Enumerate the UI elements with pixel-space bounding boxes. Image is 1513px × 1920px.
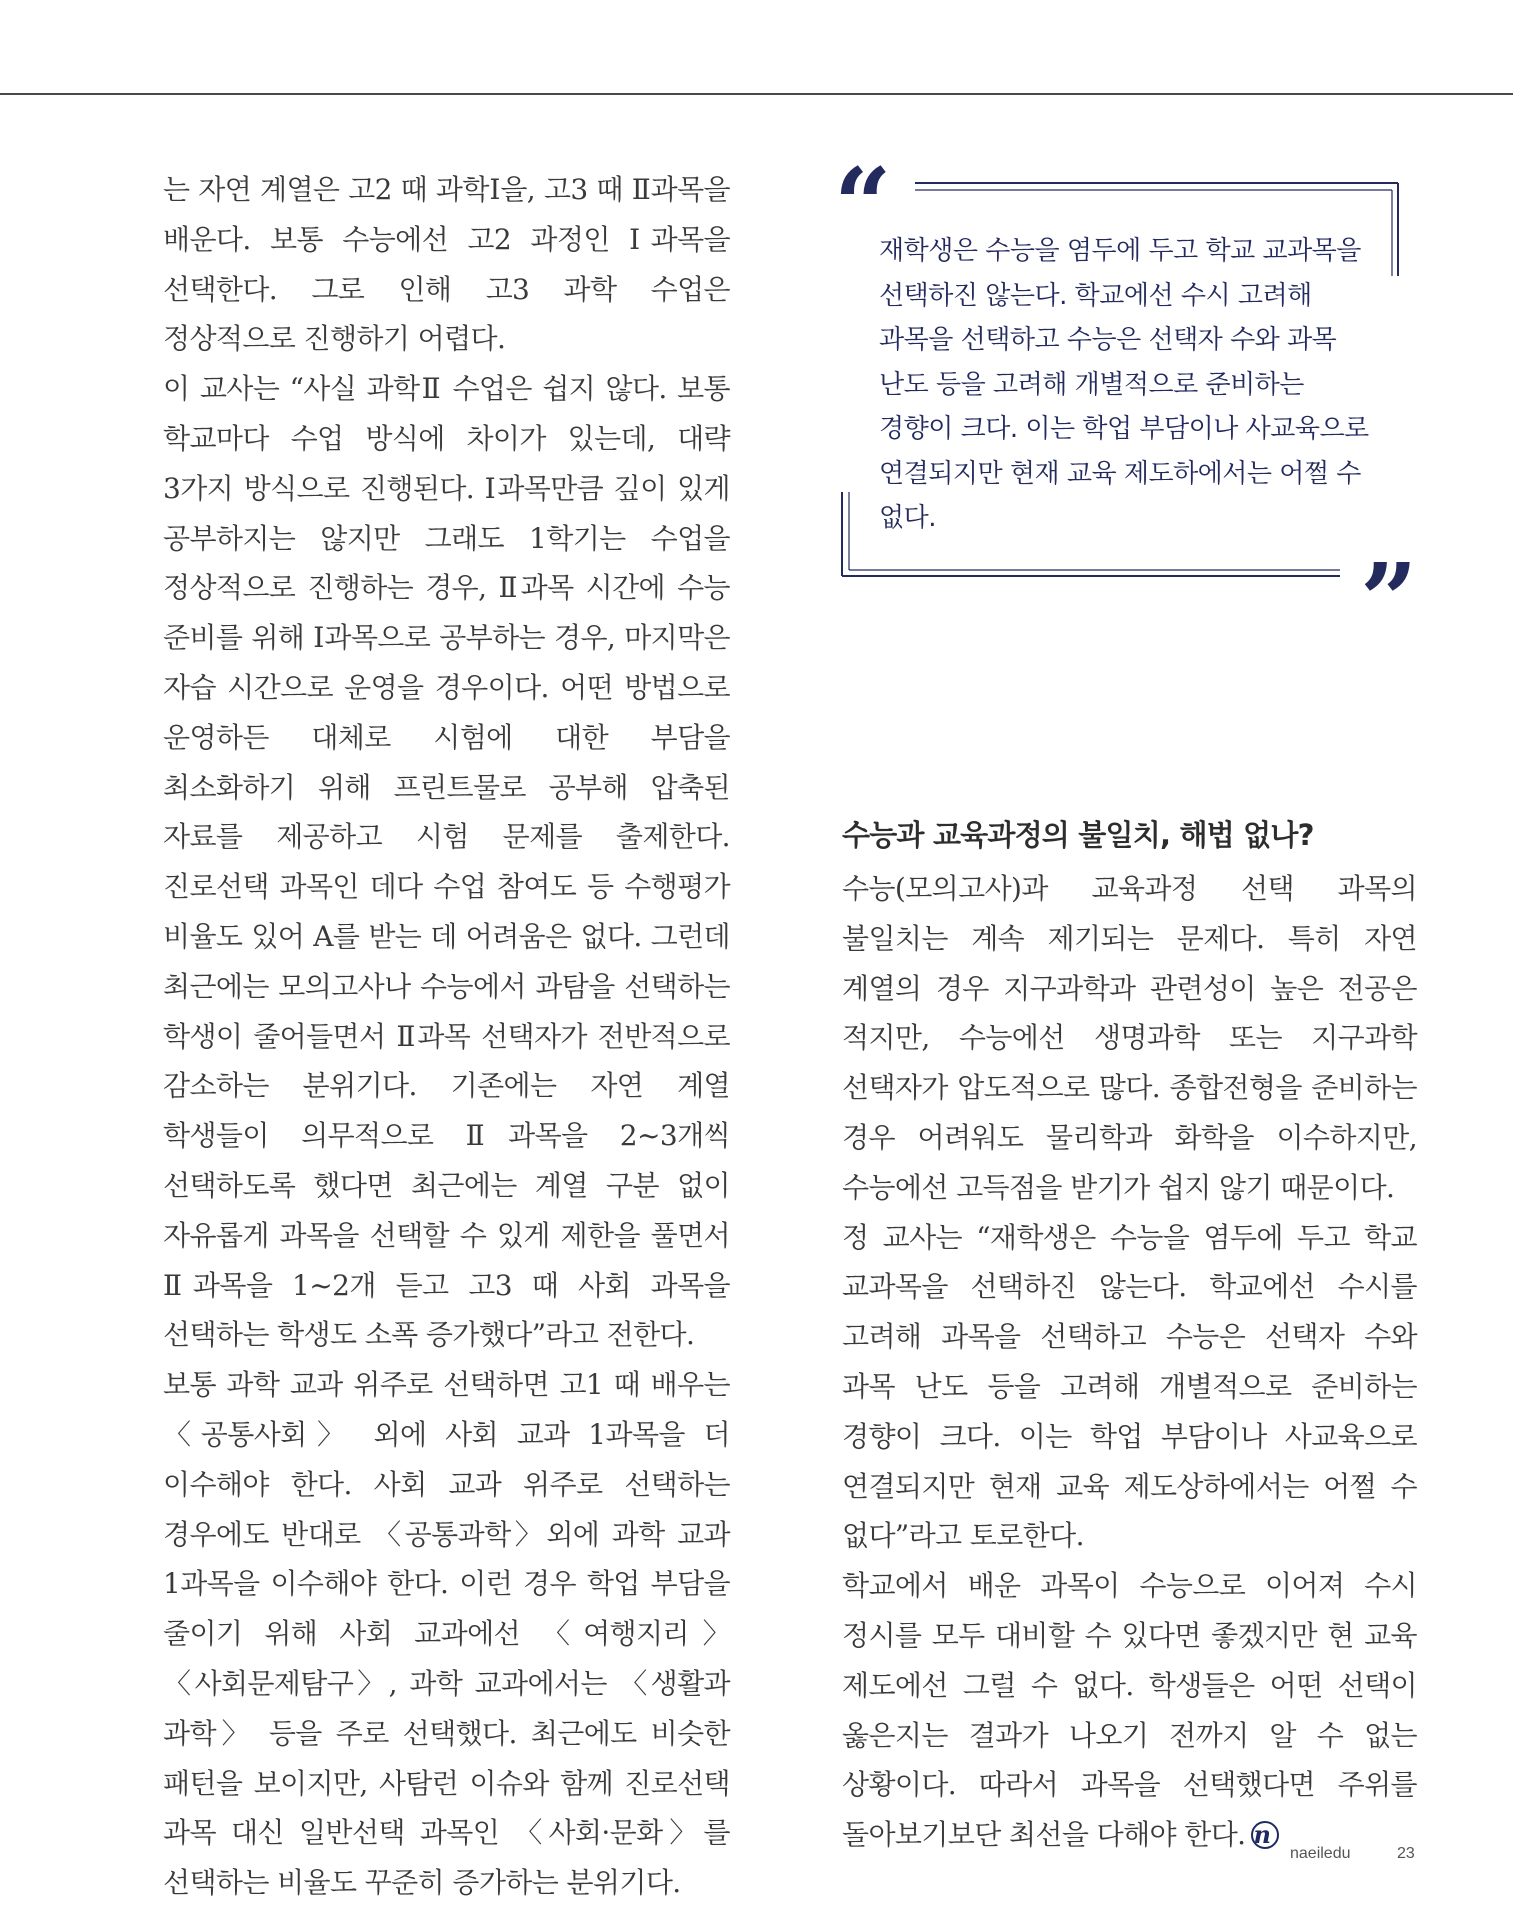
right-column (842, 812, 1417, 1860)
article-end-icon: n (1251, 1821, 1279, 1849)
body-paragraph: 정 교사는 “재학생은 수능을 염두에 두고 학교 교과목을 선택하진 않는다. 학교에선 수시를 고려해 과목을 선택하고 수능은 선택자 수와 과목 난도 등을 고려해 개별적으로 준비하는 경향이 크다. 이는 학업 부담이나 사교육으로 연결되지만 현재 교육 제도상하에서는 어쩔 수 없다”라고 토로한다. (842, 1220, 1417, 1553)
header-rule (0, 93, 1513, 95)
footer-brand: naeiledu (1290, 1845, 1351, 1862)
pull-quote (834, 146, 1418, 659)
body-paragraph: 는 자연 계열은 고2 때 과학Ⅰ을, 고3 때 Ⅱ과목을 배운다. 보통 수능에선 고2 과정인 Ⅰ과목을 선택한다. 그로 인해 고3 과학 수업은 정상적으로 진행하기 어렵다. (163, 173, 730, 356)
body-paragraph: 이 교사는 “사실 과학Ⅱ 수업은 쉽지 않다. 보통 학교마다 수업 방식에 차이가 있는데, 대략 3가지 방식으로 진행된다. Ⅰ과목만큼 깊이 있게 공부하지는 않지만 그래도 1학기는 수업을 정상적으로 진행하는 경우, Ⅱ과목 시간에 수능 준비를 위해 Ⅰ과목으로 공부하는 경우, 마지막은 자습 시간으로 운영을 경우이다. 어떤 방법으로 운영하든 대체로 시험에 대한 부담을 최소화하기 위해 프린트물로 공부해 압축된 자료를 제공하고 시험 문제를 출제한다. 진로선택 과목인 데다 수업 참여도 등 수행평가 비율도 있어 A를 받는 데 어려움은 없다. 그런데 최근에는 모의고사나 수능에서 과탐을 선택하는 학생이 줄어들면서 Ⅱ과목 선택자가 전반적으로 감소하는 분위기다. 기존에는 자연 계열 학생들이 의무적으로 Ⅱ과목을 2~3개씩 선택하도록 했다면 최근에는 계열 구분 없이 자유롭게 과목을 선택할 수 있게 제한을 풀면서 Ⅱ과목을 1~2개 듣고 고3 때 사회 과목을 선택하는 학생도 소폭 증가했다”라고 전한다. (163, 372, 730, 1352)
section-heading: 수능과 교육과정의 불일치, 해법 없나? (842, 818, 1314, 852)
page-number: 23 (1397, 1845, 1415, 1862)
open-quote-icon: “ (834, 146, 892, 264)
body-paragraph: 수능(모의고사)과 교육과정 선택 과목의 불일치는 계속 제기되는 문제다. 특히 자연 계열의 경우 지구과학과 관련성이 높은 전공은 적지만, 수능에선 생명과학 또는 지구과학 선택자가 압도적으로 많다. 종합전형을 준비하는 경우 어려워도 물리학과 화학을 이수하지만, 수능에선 고득점을 받기가 쉽지 않기 때문이다. (842, 872, 1417, 1204)
body-paragraph: 보통 과학 교과 위주로 선택하면 고1 때 배우는 〈공통사회〉 외에 사회 교과 1과목을 더 이수해야 한다. 사회 교과 위주로 선택하는 경우에도 반대로 〈공통과학〉외에 과학 교과 1과목을 이수해야 한다. 이런 경우 학업 부담을 줄이기 위해 사회 교과에선 〈여행지리〉 〈사회문제탐구〉, 과학 교과에서는 〈생활과 과학〉 등을 주로 선택했다. 최근에도 비슷한 패턴을 보이지만, 사탐런 이슈와 함께 진로선택 과목 대신 일반선택 과목인 〈사회·문화〉를 선택하는 비율도 꾸준히 증가하는 분위기다. (163, 1368, 730, 1900)
left-column (163, 165, 730, 1908)
body-paragraph-text: 학교에서 배운 과목이 수능으로 이어져 수시 정시를 모두 대비할 수 있다면 좋겠지만 현 교육 제도에선 그럴 수 없다. 학생들은 어떤 선택이 옳은지는 결과가 나오기 전까지 알 수 없는 상황이다. 따라서 과목을 선택했다면 주위를 돌아보기보단 최선을 다해야 한다. (842, 1569, 1417, 1852)
body-paragraph (842, 1561, 1417, 1860)
pull-quote-text: 재학생은 수능을 염두에 두고 학교 교과목을 선택하진 않는다. 학교에선 수시 고려해 과목을 선택하고 수능은 선택자 수와 과목 난도 등을 고려해 개별적으로 준비하는 경향이 크다. 이는 학업 부담이나 사교육으로 연결되지만 현재 교육 제도하에서는 어쩔 수 없다. (879, 236, 1369, 533)
close-quote-icon: ” (1360, 541, 1418, 659)
